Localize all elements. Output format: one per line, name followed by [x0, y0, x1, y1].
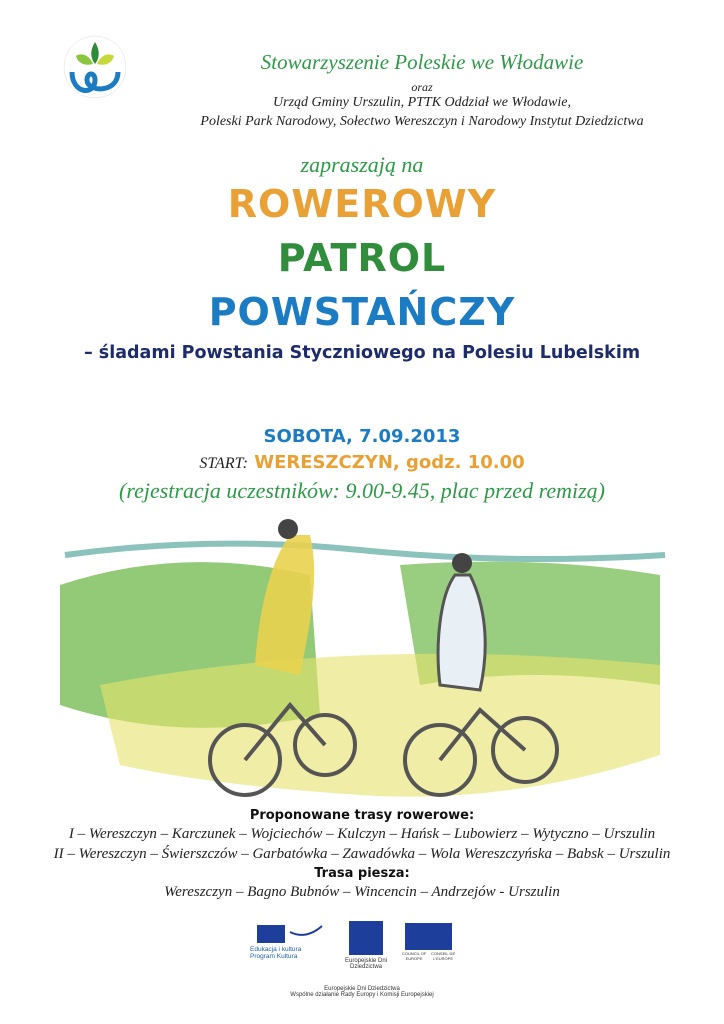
title-line-1: ROWEROWY	[227, 182, 497, 226]
oraz-text: oraz	[411, 80, 433, 94]
invite-text: zapraszają na	[300, 152, 424, 177]
walk-route-heading: Trasa piesza:	[314, 866, 410, 881]
bike-routes-heading: Proponowane trasy rowerowe:	[249, 808, 475, 823]
logo2-caption-2: Dziedzictwa	[349, 964, 382, 970]
bike-route-2: II – Wereszczyn – Świerszczów – Garbatówka – Zawadówka – Wola Wereszczyńska – Babsk – Urszulin	[53, 846, 671, 862]
footer-note-1: Europejskie Dni Dziedzictwa	[324, 986, 400, 992]
logo1-caption-1: Edukacja i kultura	[250, 946, 302, 953]
cyclists-illustration	[60, 515, 670, 805]
logo3-caption-2: CONSEIL DE L'EUROPE	[431, 951, 456, 961]
event-date: SOBOTA, 7.09.2013	[263, 426, 461, 447]
start-label: START:	[199, 455, 248, 472]
partners-line-2: Poleski Park Narodowy, Sołectwo Wereszczyn i Narodowy Instytut Dziedzictwa	[200, 114, 644, 129]
registration-info: (rejestracja uczestników: 9.00-9.45, plac przed remizą)	[119, 478, 605, 503]
logo3-caption-1: COUNCIL OF EUROPE	[401, 951, 427, 961]
logo1-caption-2: Program Kultura	[250, 953, 298, 960]
partners-line-1: Urząd Gminy Urszulin, PTTK Oddział we Włodawie,	[273, 95, 571, 110]
title-line-2: PATROL	[277, 236, 447, 280]
walk-route: Wereszczyn – Bagno Bubnów – Wincencin – Andrzejów - Urszulin	[164, 884, 560, 900]
bike-route-1: I – Wereszczyn – Karczunek – Wojciechów – Kulczyn – Hańsk – Lubowierz – Wytyczno – Urszulin	[68, 826, 656, 842]
logo2-caption-1: Europejskie Dni	[344, 958, 388, 964]
subtitle: – śladami Powstania Styczniowego na Polesiu Lubelskim	[83, 343, 641, 363]
title-line-3: POWSTAŃCZY	[208, 290, 516, 334]
footer-note-2: Wspólne działanie Rady Europy i Komisji Europejskiej	[290, 992, 434, 998]
start-value: WERESZCZYN, godz. 10.00	[254, 452, 525, 473]
organizer-name: Stowarzyszenie Poleskie we Włodawie	[260, 50, 584, 74]
event-start	[0, 452, 724, 473]
